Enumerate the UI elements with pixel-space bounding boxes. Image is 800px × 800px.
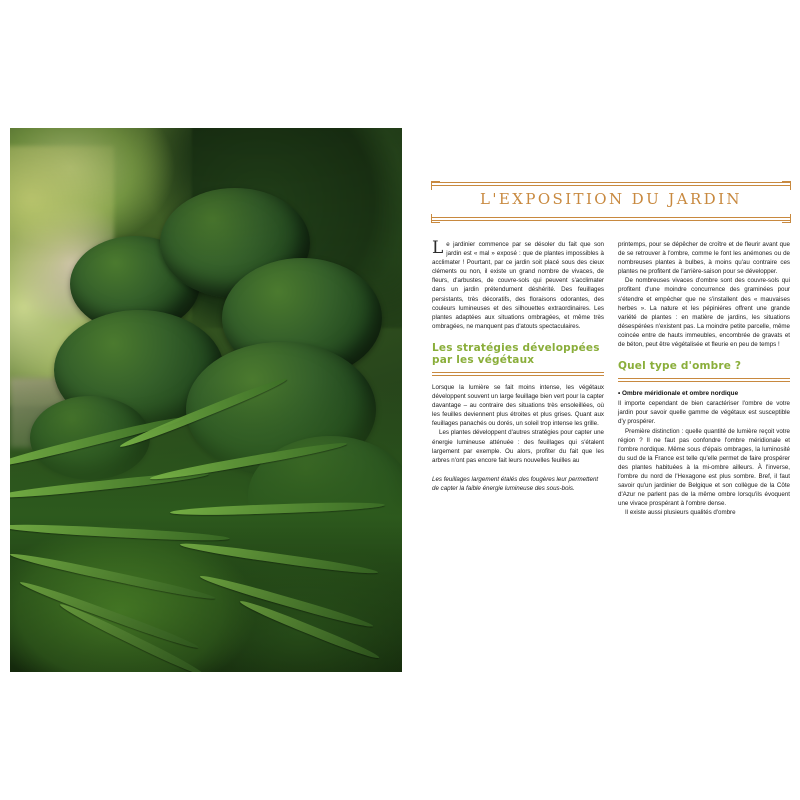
- title-block: [432, 176, 790, 226]
- subhead-rule: [618, 378, 790, 382]
- subhead-rule: [432, 372, 604, 376]
- article-text-column: [432, 176, 790, 676]
- body-column-right: [618, 240, 790, 517]
- photo-caption: Les feuillages largement étalés des fougères leur permettent de capter la faible énergie lumineuse des sous-bois.: [432, 475, 599, 492]
- title-corner-top-right: [782, 181, 791, 190]
- title-rule-top: [432, 182, 790, 183]
- subhead-strategies: Les stratégies développées par les végétaux: [432, 341, 600, 366]
- drop-cap: L: [432, 238, 444, 258]
- title-corner-bottom-left: [431, 214, 440, 223]
- paragraph: Il importe cependant de bien caractériser l'ombre de votre jardin pour savoir quelle gamme de végétaux est susceptible d'y prospérer.: [618, 400, 790, 426]
- paragraph: De nombreuses vivaces d'ombre sont des couvre-sols qui profitent d'une moindre concurrence des graminées pour s'étendre et empêcher que ne s'installent des « mauvaises herbes ». La nature et les pépiniéres offrent une grande variété de plantes : en matière de jardins, les situations désespérées n'existent pas. La moindre petite parcelle, même coincée entre de hauts immeubles, encombrée de gravats et de béton, peut être végétalisée et fleurie en peu de temps !: [618, 277, 790, 349]
- subhead-shade-type: Quel type d'ombre ?: [618, 360, 742, 373]
- title-corner-top-left: [431, 181, 440, 190]
- paragraph: Il existe aussi plusieurs qualités d'ombre: [625, 509, 736, 517]
- paragraph: printemps, pour se dépêcher de croître et de fleurir avant que de se retrouver à l'ombre, comme le font les anémones ou de nombreuses plantes à bulbes, à moins qu'au contraire ces plantes ne profitent de l'arrière-saison pour se développer.: [618, 241, 790, 276]
- body-column-left: [432, 240, 604, 517]
- intro-text: e jardinier commence par se désoler du fait que son jardin est « mal » exposé : que de plantes impossibles à acclimater ! Pourtant, par ce jardin soit placé sous des cieux cléments ou non, il existe un grand nombre de vivaces, de fleurs, d'arbustes, de couvre-sols qui peuvent s'acclimater dans un jardin prétendument déshérité. Des feuillages persistants, très décoratifs, des floraisons odorantes, des couleurs lumineuses et des silhouettes extraordinaires. Les plantes adaptées aux situations ombragées, et même très ombragées, ne manquent pas d'atouts spectaculaires.: [432, 241, 604, 330]
- paragraph: Lorsque la lumière se fait moins intense, les végétaux développent souvent un large feuillage bien vert pour la capter davantage – au contraire des situations très ensoleillées, où les feuilles deviennent plus étroites et plus grises. Quant aux feuillages panachés ou dorés, un soleil trop intense les grille.: [432, 383, 604, 428]
- paragraph: Les plantes développent d'autres stratégies pour capter une énergie lumineuse atténuée : des feuillages qui s'étalent largement par exemple. Ou alors, profiter du fait que les arbres n'ont pas encore fait leurs nouvelles feuilles au: [432, 429, 604, 464]
- title-rule-bottom: [432, 217, 790, 218]
- title-corner-bottom-right: [782, 214, 791, 223]
- page-title: L'EXPOSITION DU JARDIN: [480, 190, 742, 208]
- paragraph: Première distinction : quelle quantité de lumière reçoit votre région ? Il ne faut pas confondre l'ombre méridionale et l'ombre nordique. Même sous d'épais ombrages, la luminosité du sud de la France est telle qu'elle permet de faire prospérer des plantes habituées à la mi-ombre ailleurs. À l'inverse, l'ombre du nord de l'Hexagone est plus sombre. Bref, il faut savoir qu'un jardinier de Belgique et son collègue de la Côte d'Azur ne parlent pas de la même ombre lorsqu'ils évoquent une vivace prospérant à l'ombre dense.: [618, 427, 790, 508]
- photo-vignette: [10, 128, 402, 672]
- body-columns: [432, 240, 790, 517]
- bullet-heading: • Ombre méridionale et ombre nordique: [618, 390, 739, 398]
- garden-photograph: [10, 128, 402, 672]
- intro-paragraph: [432, 240, 604, 331]
